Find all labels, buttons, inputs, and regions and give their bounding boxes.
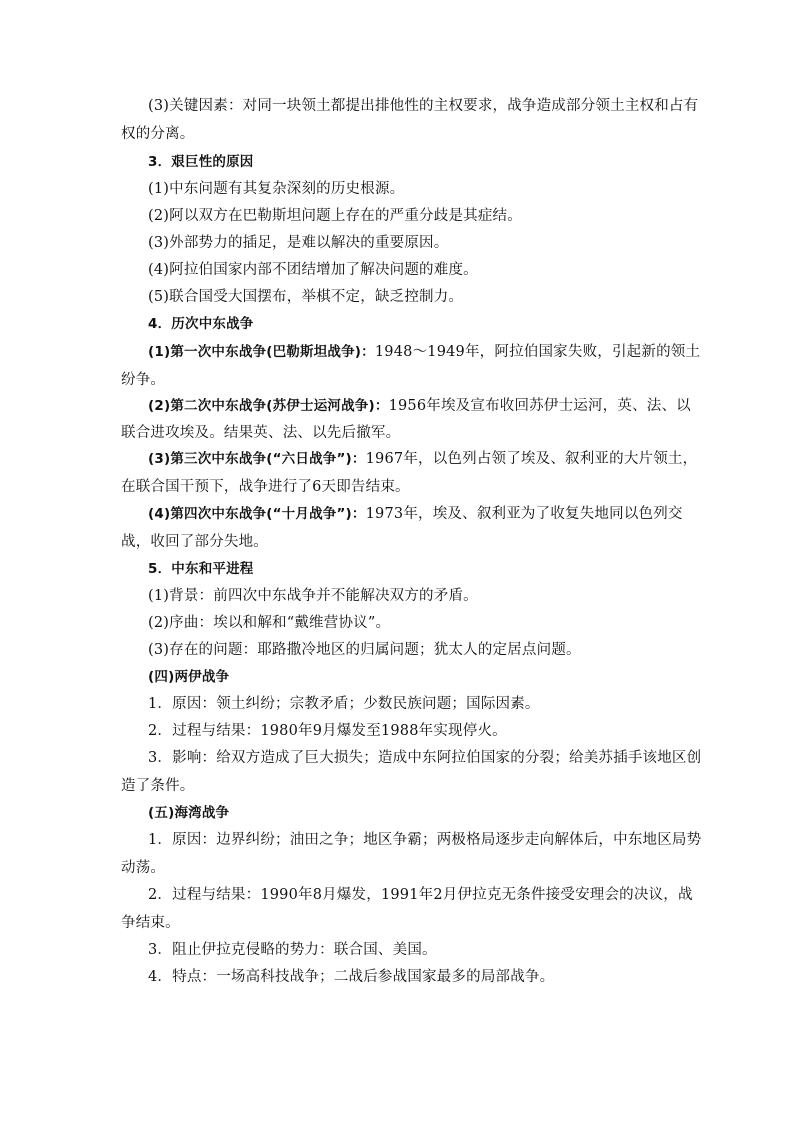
war-1-desc: 1948～1949年，阿拉伯国家失败，引起新的领土 bbox=[374, 344, 701, 360]
gulf-opposing-forces: 3．阻止伊拉克侵略的势力：联合国、美国。 bbox=[148, 942, 437, 958]
war-2-line-2: 联合进攻埃及。结果英、法、以先后撤军。 bbox=[121, 425, 401, 441]
war-3-title: (3)第三次中东战争(“六日战争”)： bbox=[148, 451, 366, 467]
iran-iraq-causes: 1．原因：领土纠纷；宗教矛盾；少数民族问题；国际因素。 bbox=[148, 696, 540, 712]
war-1-line-2: 纷争。 bbox=[121, 372, 166, 388]
war-2-line-1 bbox=[0, 396, 794, 416]
heading-gulf-war: (五)海湾战争 bbox=[148, 805, 230, 821]
gulf-causes-line-1: 1．原因：边界纠纷；油田之争；地区争霸；两极格局逐步走向解体后，中东地区局势 bbox=[148, 832, 702, 848]
war-1-title: (1)第一次中东战争(巴勒斯坦战争)： bbox=[148, 344, 375, 360]
gulf-features: 4．特点：一场高科技战争；二战后参战国家最多的局部战争。 bbox=[148, 969, 555, 985]
war-3-line-1 bbox=[0, 449, 794, 469]
reason-4: (4)阿拉伯国家内部不团结增加了解决问题的难度。 bbox=[148, 262, 478, 278]
key-factor-line-1: (3)关键因素：对同一块领土都提出排他性的主权要求，战争造成部分领土主权和占有 bbox=[148, 98, 699, 114]
gulf-process-line-1: 2．过程与结果：1990年8月爆发，1991年2月伊拉克无条件接受安理会的决议，战 bbox=[148, 887, 693, 903]
iran-iraq-impact-line-1: 3．影响：给双方造成了巨大损失；造成中东阿拉伯国家的分裂；给美苏插手该地区创 bbox=[148, 750, 702, 766]
reason-3: (3)外部势力的插足，是难以解决的重要原因。 bbox=[148, 235, 449, 251]
war-2-title: (2)第二次中东战争(苏伊士运河战争)： bbox=[148, 398, 389, 414]
war-3-line-2: 在联合国干预下，战争进行了6天即告结束。 bbox=[121, 479, 410, 495]
war-4-line-2: 战，收回了部分失地。 bbox=[121, 534, 268, 550]
war-3-desc: 1967年，以色列占领了埃及、叙利亚的大片领土， bbox=[365, 451, 698, 467]
heading-peace-process: 5．中东和平进程 bbox=[148, 561, 254, 577]
war-1-line-1 bbox=[0, 342, 794, 362]
iran-iraq-impact-line-2: 造了条件。 bbox=[121, 778, 195, 794]
key-factor-line-2: 权的分离。 bbox=[121, 126, 195, 142]
heading-difficulty-reasons: 3．艰巨性的原因 bbox=[148, 154, 254, 170]
war-4-title: (4)第四次中东战争(“十月战争”)： bbox=[148, 506, 366, 522]
iran-iraq-process: 2．过程与结果：1980年9月爆发至1988年实现停火。 bbox=[148, 723, 507, 739]
heading-iran-iraq-war: (四)两伊战争 bbox=[148, 669, 230, 685]
war-4-desc: 1973年，埃及、叙利亚为了收复失地同以色列交 bbox=[365, 506, 683, 522]
reason-2: (2)阿以双方在巴勒斯坦问题上存在的严重分歧是其症结。 bbox=[148, 208, 522, 224]
reason-5: (5)联合国受大国摆布，举棋不定，缺乏控制力。 bbox=[148, 289, 464, 305]
peace-problems: (3)存在的问题：耶路撒冷地区的归属问题；犹太人的定居点问题。 bbox=[148, 642, 581, 658]
war-2-desc: 1956年埃及宣布收回苏伊士运河，英、法、以 bbox=[388, 398, 691, 414]
heading-middle-east-wars: 4．历次中东战争 bbox=[148, 316, 254, 332]
peace-background: (1)背景：前四次中东战争并不能解决双方的矛盾。 bbox=[148, 588, 478, 604]
reason-1: (1)中东问题有其复杂深刻的历史根源。 bbox=[148, 181, 405, 197]
gulf-process-line-2: 争结束。 bbox=[121, 915, 180, 931]
gulf-causes-line-2: 动荡。 bbox=[121, 860, 166, 876]
war-4-line-1 bbox=[0, 504, 794, 524]
peace-prelude: (2)序曲：埃以和解和“戴维营协议”。 bbox=[148, 615, 391, 631]
